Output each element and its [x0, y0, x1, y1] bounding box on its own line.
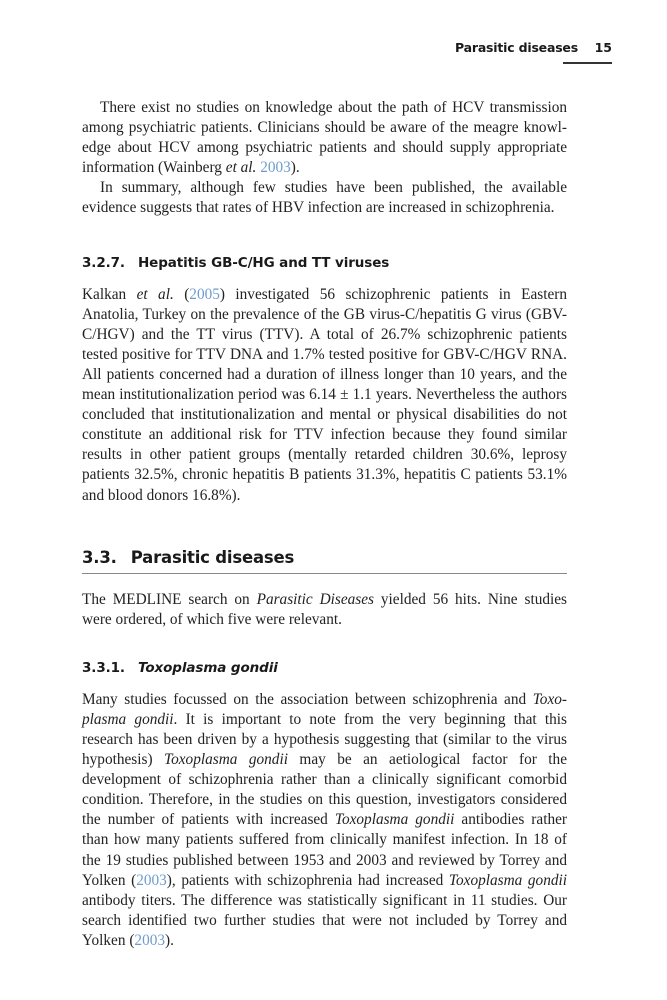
paragraph-medline-search: The MEDLINE search on Parasitic Diseases yielded 56 hits. Nine studies were ordered, of which five were relevant.	[82, 590, 567, 628]
section-heading-3-3	[82, 548, 567, 574]
section-title: Toxoplasma gondii	[137, 659, 278, 676]
header-rule	[563, 62, 612, 64]
paragraph-hcv-transmission: There exist no studies on knowledge about the path of HCV transmission among psychiatric patients. Clinicians should be aware of the meagre knowledge about HCV among psychiatric patients and should supply appropriate information (Wainberg et al. 2003).	[82, 99, 567, 177]
section-heading-3-2-7	[82, 255, 567, 271]
citation-link[interactable]: 2005	[189, 285, 220, 303]
italic-term: Toxoplasma gondii	[448, 871, 567, 889]
italic-term: Toxoplasma gondii	[82, 690, 567, 728]
italic-term: Toxoplasma gondii	[334, 811, 455, 829]
italic-term: Toxoplasma gondii	[164, 751, 288, 769]
paragraph-toxoplasma: Many studies focussed on the association between schizophrenia and Toxoplasma gondii. It is important to note from the very beginning that this research has been driven by a hypothesis suggesting that (similar to the virus hypothesis) Toxoplasma gondii may be an aetiological factor for the development of schizophrenia rather than a clinically significant comorbid condition. Therefore, in the studies on this question, investigators considered the number of patients with increased Toxoplasma gondii antibodies rather than how many patients suffered from clinically manifest infection. In 18 of the 19 studies published between 1953 and 2003 and reviewed by Torrey and Yolken (2003), patients with schizophrenia had increased Toxoplasma gondii antibody titers. The difference was statistically significant in 11 studies. Our search identified two further studies that were not included by Torrey and Yolken (2003).	[82, 690, 567, 949]
section-number: 3.3.	[82, 547, 117, 567]
paragraph-summary: In summary, although few studies have been published, the available evidence suggests that rates of HBV infection are increased in schizophrenia.	[82, 179, 567, 217]
page-number: 15	[594, 40, 612, 55]
citation-link[interactable]: 2003	[134, 931, 166, 949]
et-al-italic: et al.	[225, 159, 257, 177]
paragraph-kalkan-study: Kalkan et al. (2005) investigated 56 schizophrenic patients in Eastern Anatolia, Turkey on the prevalence of the GB virus-C/hepatitis G virus (GBV-C/HGV) and the TT virus (TTV). A total of 26.7% schizophrenic patients tested positive for TTV DNA and 1.7% tested positive for GBV-C/HGV RNA. All patients concerned had a duration of illness longer than 10 years, and the mean institutionalization period was 6.14 ± 1.1 years. Nevertheless the authors concluded that institutionalization and mental or physical disabilities do not constitute an additional risk for TTV infection because they found similar results in other patient groups (mentally retarded children 30.6%, leprosy patients 32.5%, chronic hepatitis B patients 31.3%, hepatitis C patients 53.1% and blood donors 16.8%).	[82, 285, 567, 504]
section-number: 3.2.7.	[82, 254, 125, 271]
running-header-title: Parasitic diseases	[455, 40, 578, 55]
section-title: Hepatitis GB-C/HG and TT viruses	[137, 254, 390, 271]
citation-link[interactable]: 2003	[260, 159, 291, 177]
citation-link[interactable]: 2003	[136, 871, 167, 889]
et-al-italic: et al.	[136, 285, 174, 303]
running-header	[455, 40, 612, 66]
italic-term: Parasitic Diseases	[256, 590, 374, 608]
page-body	[82, 98, 567, 951]
section-number: 3.3.1.	[82, 659, 125, 676]
section-title: Parasitic diseases	[130, 547, 295, 567]
section-heading-3-3-1	[82, 660, 567, 676]
